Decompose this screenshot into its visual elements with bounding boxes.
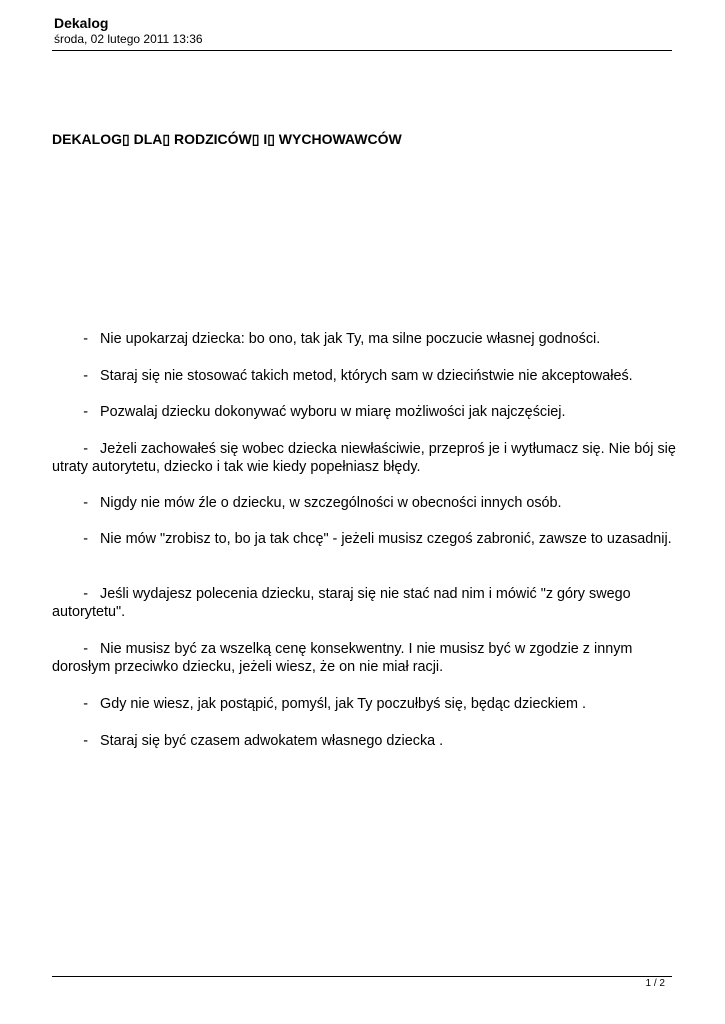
list-item xyxy=(52,367,677,385)
list-item-text: Nie mów "zrobisz to, bo ja tak chcę" - jeżeli musisz czegoś zabronić, zawsze to uzasadnij. xyxy=(100,531,672,547)
header-title: Dekalog xyxy=(54,15,109,31)
bullet-dash: - xyxy=(83,368,88,384)
bullet-dash: - xyxy=(83,441,88,457)
list-item-text: Pozwalaj dziecku dokonywać wyboru w miarę możliwości jak najczęściej. xyxy=(100,404,566,420)
list-item xyxy=(52,330,677,348)
bullet-dash: - xyxy=(83,495,88,511)
list-item-text: Gdy nie wiesz, jak postąpić, pomyśl, jak Ty poczułbyś się, będąc dzieckiem . xyxy=(100,696,587,712)
list-item xyxy=(52,695,677,713)
list-item-text: Staraj się nie stosować takich metod, których sam w dzieciństwie nie akceptowałeś. xyxy=(100,368,633,384)
list-item-text: Jeśli wydajesz polecenia dziecku, staraj się nie stać nad nim i mówić "z góry swego autorytetu". xyxy=(52,586,631,620)
list-item xyxy=(52,440,677,476)
list-item xyxy=(52,494,677,512)
bullet-dash: - xyxy=(83,404,88,420)
header-divider xyxy=(52,50,672,51)
list-item-text: Nie musisz być za wszelką cenę konsekwentny. I nie musisz być w zgodzie z innym dorosłym przeciwko dziecku, jeżeli wiesz, że on nie miał racji. xyxy=(52,641,633,675)
footer-divider xyxy=(52,976,672,977)
list-item xyxy=(52,530,677,548)
list-item xyxy=(52,403,677,421)
list-item-text: Nigdy nie mów źle o dziecku, w szczególności w obecności innych osób. xyxy=(100,495,562,511)
bullet-dash: - xyxy=(83,696,88,712)
list-item-text: Staraj się być czasem adwokatem własnego dziecka . xyxy=(100,733,444,749)
list-item-text: Nie upokarzaj dziecka: bo ono, tak jak Ty, ma silne poczucie własnej godności. xyxy=(100,331,601,347)
list-item-text: Jeżeli zachowałeś się wobec dziecka niewłaściwie, przeproś je i wytłumacz się. Nie bój się utraty autorytetu, dziecko i tak wie kiedy popełniasz błędy. xyxy=(52,441,676,475)
header-date: środa, 02 lutego 2011 13:36 xyxy=(54,32,203,46)
bullet-dash: - xyxy=(83,331,88,347)
bullet-dash: - xyxy=(83,586,88,602)
bullet-dash: - xyxy=(83,531,88,547)
bullet-dash: - xyxy=(83,733,88,749)
list-item xyxy=(52,732,677,750)
bullet-dash: - xyxy=(83,641,88,657)
list-item xyxy=(52,640,677,676)
list-item xyxy=(52,585,677,621)
document-title: DEKALOG▯ DLA▯ RODZICÓW▯ I▯ WYCHOWAWCÓW xyxy=(52,131,402,147)
page-number: 1 / 2 xyxy=(645,978,665,989)
